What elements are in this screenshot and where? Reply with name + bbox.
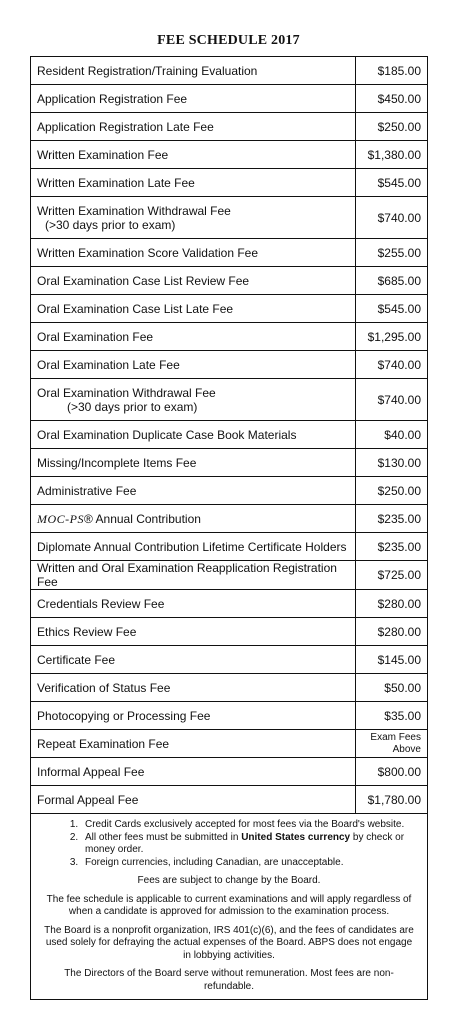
note-applicability: The fee schedule is applicable to current examinations and will apply regardless of when a candidate is approved for admission to the examination process. — [46, 893, 412, 917]
fee-amount: $1,780.00 — [356, 786, 428, 814]
fee-amount: $800.00 — [356, 758, 428, 786]
fee-amount: $185.00 — [356, 57, 428, 85]
fee-name: Repeat Examination Fee — [31, 730, 356, 758]
fee-name: Photocopying or Processing Fee — [31, 702, 356, 730]
table-row — [31, 85, 427, 113]
fee-schedule-box — [30, 56, 428, 1000]
table-row — [31, 141, 427, 169]
table-row — [31, 113, 427, 141]
fee-amount: $235.00 — [356, 505, 428, 533]
fee-amount: $450.00 — [356, 85, 428, 113]
fee-amount: $280.00 — [356, 590, 428, 618]
fee-amount: $250.00 — [356, 477, 428, 505]
fee-name: Application Registration Fee — [31, 85, 356, 113]
note-currency-bold: United States currency — [241, 831, 351, 843]
fee-amount-line2: Above — [392, 743, 421, 755]
fee-name: Written Examination Withdrawal Fee — [37, 203, 231, 218]
fee-amount: $250.00 — [356, 113, 428, 141]
moc-ps-mark: MOC-PS — [37, 511, 84, 526]
fee-name: Written Examination Fee — [31, 141, 356, 169]
table-row — [31, 197, 427, 239]
table-row — [31, 561, 427, 590]
fee-name: Informal Appeal Fee — [31, 758, 356, 786]
table-row — [31, 351, 427, 379]
note-nonprofit: The Board is a nonprofit organization, IRS 401(c)(6), and the fees of candidates are used solely for defraying the actual expenses of the Board. ABPS does not engage in lobbying activities. — [44, 924, 414, 961]
fee-name: Written Examination Score Validation Fee — [31, 239, 356, 267]
table-row — [31, 730, 427, 758]
table-row — [31, 295, 427, 323]
table-row — [31, 533, 427, 561]
table-row — [31, 758, 427, 786]
fee-name: Verification of Status Fee — [31, 674, 356, 702]
fee-amount: $1,295.00 — [356, 323, 428, 351]
fee-name: Credentials Review Fee — [31, 590, 356, 618]
note-currency — [81, 832, 417, 857]
fee-name: Formal Appeal Fee — [31, 786, 356, 814]
fee-amount: $40.00 — [356, 421, 428, 449]
fee-amount: $130.00 — [356, 449, 428, 477]
fee-amount-line1: Exam Fees — [370, 731, 421, 743]
fee-name: Diplomate Annual Contribution Lifetime Certificate Holders — [31, 533, 356, 561]
note-currency-tail: by check or money order. — [85, 831, 405, 855]
note-credit-cards: 1. Credit Cards exclusively accepted for most fees via the Board's website. — [81, 819, 417, 832]
table-row — [31, 421, 427, 449]
fee-name: Certificate Fee — [31, 646, 356, 674]
fee-name-cell — [31, 505, 356, 533]
fee-name: Resident Registration/Training Evaluation — [31, 57, 356, 85]
table-row — [31, 239, 427, 267]
fee-name-cell — [31, 197, 356, 239]
fee-amount-cell — [356, 730, 428, 758]
fee-name: Oral Examination Case List Review Fee — [31, 267, 356, 295]
fee-name: Ethics Review Fee — [31, 618, 356, 646]
fee-name: ® Annual Contribution — [84, 511, 201, 526]
note-foreign: 3. Foreign currencies, including Canadian, are unacceptable. — [81, 857, 417, 870]
page-title: FEE SCHEDULE 2017 — [157, 33, 300, 48]
fee-amount: $35.00 — [356, 702, 428, 730]
fee-name: Missing/Incomplete Items Fee — [31, 449, 356, 477]
fee-amount: $740.00 — [356, 197, 428, 239]
table-row — [31, 379, 427, 421]
notes-list — [41, 819, 417, 869]
fee-amount: $545.00 — [356, 169, 428, 197]
note-directors: The Directors of the Board serve without remuneration. Most fees are non-refundable. — [64, 968, 394, 992]
table-row — [31, 618, 427, 646]
table-row — [31, 169, 427, 197]
table-row — [31, 590, 427, 618]
table-row — [31, 57, 427, 85]
table-row — [31, 505, 427, 533]
fee-name-sub: (>30 days prior to exam) — [67, 399, 198, 414]
fee-amount: $545.00 — [356, 295, 428, 323]
fee-amount: $50.00 — [356, 674, 428, 702]
note-currency-text: All other fees must be submitted in — [85, 831, 242, 843]
table-row — [31, 449, 427, 477]
table-row — [31, 477, 427, 505]
fee-name: Written and Oral Examination Reapplication Registration Fee — [31, 561, 356, 590]
fee-name: Administrative Fee — [31, 477, 356, 505]
fee-table — [31, 57, 427, 814]
fee-amount: $235.00 — [356, 533, 428, 561]
fee-amount: $1,380.00 — [356, 141, 428, 169]
fee-amount: $740.00 — [356, 351, 428, 379]
table-row — [31, 702, 427, 730]
fee-amount: $145.00 — [356, 646, 428, 674]
note-change: Fees are subject to change by the Board. — [137, 875, 321, 886]
table-row — [31, 786, 427, 814]
fee-amount: $685.00 — [356, 267, 428, 295]
table-row — [31, 646, 427, 674]
fee-name: Oral Examination Withdrawal Fee — [37, 385, 216, 400]
fee-amount: $280.00 — [356, 618, 428, 646]
fee-amount: $725.00 — [356, 561, 428, 590]
table-row — [31, 267, 427, 295]
table-row — [31, 674, 427, 702]
table-row — [31, 323, 427, 351]
fee-name: Oral Examination Case List Late Fee — [31, 295, 356, 323]
fee-amount: $255.00 — [356, 239, 428, 267]
fee-name: Written Examination Late Fee — [31, 169, 356, 197]
fee-name: Oral Examination Late Fee — [31, 351, 356, 379]
fee-name-sub: (>30 days prior to exam) — [45, 217, 176, 232]
fee-amount: $740.00 — [356, 379, 428, 421]
fee-name: Application Registration Late Fee — [31, 113, 356, 141]
fee-name: Oral Examination Duplicate Case Book Materials — [31, 421, 356, 449]
fee-name-cell — [31, 379, 356, 421]
fee-name: Oral Examination Fee — [31, 323, 356, 351]
notes-section — [31, 814, 427, 993]
